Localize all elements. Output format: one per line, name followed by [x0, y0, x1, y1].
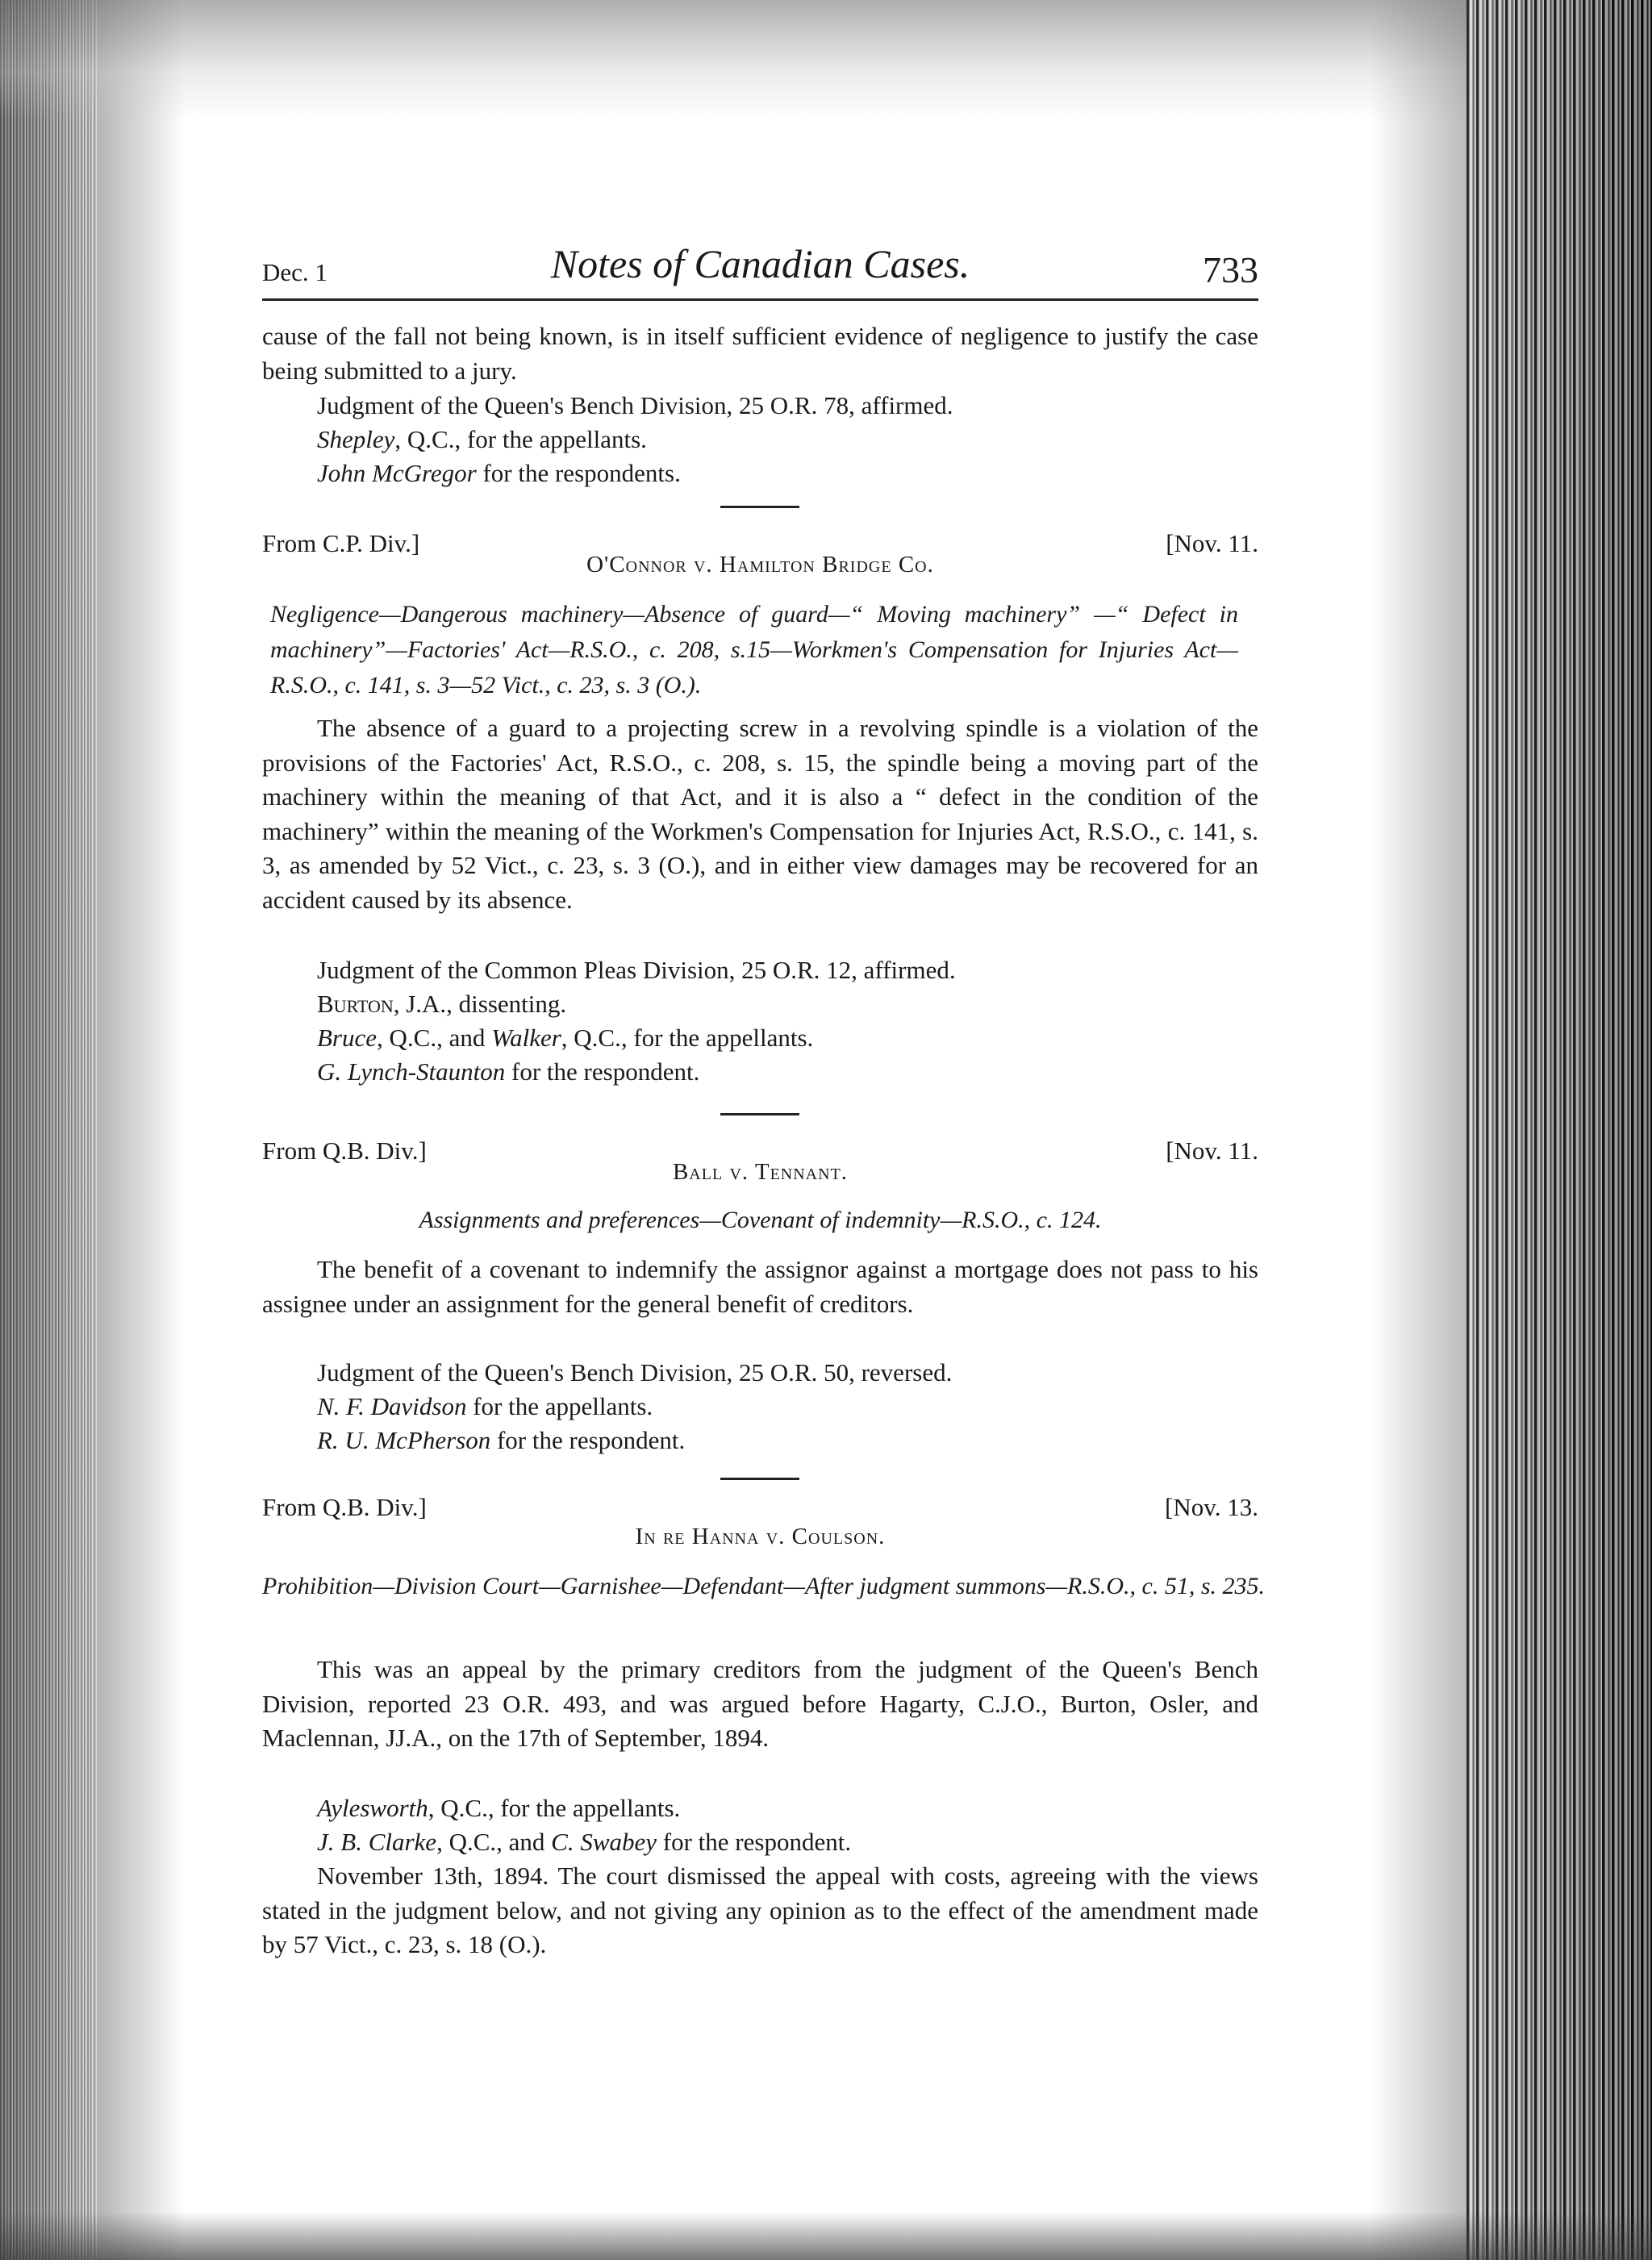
case-headnote: Assignments and preferences—Covenant of indemnity—R.S.O., c. 124.: [419, 1207, 1102, 1233]
counsel-name: R. U. McPherson: [317, 1426, 491, 1454]
case-body: The absence of a guard to a projecting screw in a revolving spindle is a violation of the provisions of the Factories' Act, R.S.O., c. 208, s. 15, the spindle being a moving part of the machinery within the meaning of that Act, and it is also a “ defect in the condition of the machinery” within the meaning of the Workmen's Compensation for Injuries Act, R.S.O., c. 141, s. 3, as amended by 52 Vict., c. 23, s. 3 (O.), and in either view damages may be recovered for an accident caused by its absence.: [262, 714, 1258, 914]
counsel-line: N. F. Davidson for the appellants.: [317, 1392, 653, 1420]
counsel-line: J. B. Clarke, Q.C., and C. Swabey for the respondent.: [317, 1828, 852, 1856]
case-court: From C.P. Div.]: [262, 529, 420, 557]
header-rule: [262, 298, 1258, 301]
counsel-name: Aylesworth: [317, 1794, 428, 1822]
page-number: 733: [1203, 249, 1258, 290]
counsel-line: G. Lynch-Staunton for the respondent.: [317, 1057, 700, 1086]
case-title: O'Connor v. Hamilton Bridge Co.: [586, 552, 934, 578]
section-separator: [720, 1478, 799, 1480]
case-title: In re Hanna v. Coulson.: [635, 1524, 886, 1549]
case-date: [Nov. 13.: [1165, 1493, 1258, 1521]
counsel-line: Aylesworth, Q.C., for the appellants.: [317, 1794, 681, 1822]
counsel-line: John McGregor for the respondents.: [317, 459, 681, 487]
judgment-line: Judgment of the Queen's Bench Division, 25 O.R. 50, reversed.: [317, 1358, 953, 1386]
section-separator: [720, 506, 799, 508]
counsel-line: Bruce, Q.C., and Walker, Q.C., for the appellants.: [317, 1024, 814, 1052]
counsel-name: Bruce: [317, 1024, 378, 1052]
page-title: Notes of Canadian Cases.: [550, 241, 970, 286]
case-headnote: Prohibition—Division Court—Garnishee—Defendant—After judgment summons—R.S.O., c. 51, s. 235.: [262, 1573, 1266, 1599]
continued-text: cause of the fall not being known, is in itself sufficient evidence of negligence to justify the case being submitted to a jury.: [262, 322, 1258, 385]
judgment-line: Judgment of the Queen's Bench Division, 25 O.R. 78, affirmed.: [317, 391, 953, 419]
counsel-line: R. U. McPherson for the respondent.: [317, 1426, 686, 1454]
counsel-name: J. B. Clarke: [317, 1828, 437, 1856]
judgment-line: Judgment of the Common Pleas Division, 25 O.R. 12, affirmed.: [317, 956, 956, 984]
running-header: [262, 240, 1258, 297]
section-separator: [720, 1113, 799, 1115]
dissent-line: Burton, J.A., dissenting.: [317, 990, 567, 1018]
case-title: Ball v. Tennant.: [672, 1159, 849, 1185]
counsel-name: N. F. Davidson: [317, 1392, 467, 1420]
case-date: [Nov. 11.: [1166, 1136, 1258, 1165]
counsel-name: G. Lynch-Staunton: [317, 1057, 506, 1086]
judge-name: Burton: [317, 990, 394, 1018]
case-body: This was an appeal by the primary creditors from the judgment of the Queen's Bench Division, reported 23 O.R. 493, and was argued before Hagarty, C.J.O., Burton, Osler, and Maclennan, JJ.A., on the 17th of September, 1894.: [262, 1655, 1258, 1752]
case-body: The benefit of a covenant to indemnify the assignor against a mortgage does not pass to his assignee under an assignment for the general benefit of creditors.: [262, 1255, 1258, 1318]
case-court: From Q.B. Div.]: [262, 1136, 427, 1165]
case-date: [Nov. 11.: [1166, 529, 1258, 557]
header-date: Dec. 1: [262, 258, 327, 286]
counsel-name: John McGregor: [317, 459, 477, 487]
case-headnote: Negligence—Dangerous machinery—Absence of guard—“ Moving machinery” —“ Defect in machinery”—Factories' Act—R.S.O., c. 208, s.15—Workmen's Compensation for Injuries Act—R.S.O., c. 141, s. 3—52 Vict., c. 23, s. 3 (O.).: [270, 601, 1238, 698]
counsel-name: Shepley: [317, 425, 395, 453]
counsel-name: Walker: [491, 1024, 561, 1052]
counsel-name: C. Swabey: [551, 1828, 657, 1856]
case-decision: November 13th, 1894. The court dismissed the appeal with costs, agreeing with the views stated in the judgment below, and not giving any opinion as to the effect of the amendment made by 57 Vict., c. 23, s. 18 (O.).: [262, 1862, 1258, 1958]
counsel-line: Shepley, Q.C., for the appellants.: [317, 425, 647, 453]
case-court: From Q.B. Div.]: [262, 1493, 427, 1521]
